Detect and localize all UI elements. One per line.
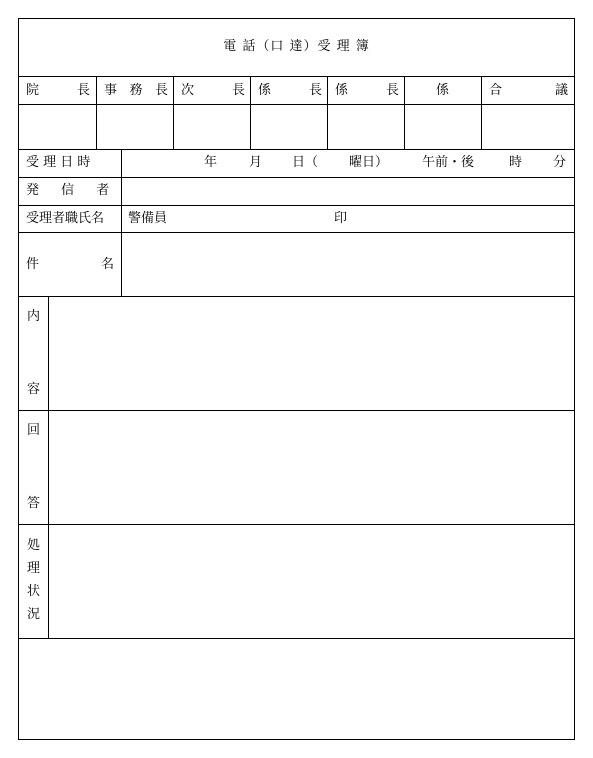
receipt-hour-unit: 時 — [509, 155, 523, 170]
remarks-area[interactable] — [19, 639, 574, 739]
receipt-weekday-unit: 曜日） — [349, 155, 389, 170]
handling-label-char: 況 — [27, 607, 41, 622]
approval-stamp-cell-staff[interactable] — [405, 105, 481, 149]
receiver-name-field[interactable] — [172, 206, 574, 232]
approval-header-staff: 係 — [435, 83, 449, 98]
approval-header-char: 次 — [181, 83, 195, 98]
subject-label-char: 件 — [26, 257, 40, 272]
receipt-month-unit: 月 — [249, 155, 263, 170]
approval-header-char: 長 — [308, 83, 322, 98]
rule-title-bottom — [18, 76, 575, 77]
receiver-seal-mark: 印 — [334, 211, 348, 226]
subject-field[interactable] — [122, 233, 574, 296]
approval-stamp-cell-section-chief-1[interactable] — [251, 105, 327, 149]
answer-label-bottom: 答 — [27, 496, 41, 511]
receipt-day-unit: 日（ — [292, 155, 319, 170]
subject-label-char: 名 — [100, 257, 114, 272]
content-label-bottom: 容 — [27, 382, 41, 397]
receipt-year-unit: 年 — [204, 155, 218, 170]
approval-header-char: 長 — [385, 83, 399, 98]
handling-label-char: 理 — [27, 561, 41, 576]
approval-stamp-cell-section-chief-2[interactable] — [328, 105, 404, 149]
approval-header-char: 長 — [154, 83, 168, 98]
handling-field[interactable] — [49, 525, 574, 638]
content-label-top: 内 — [27, 309, 41, 324]
approval-header-char: 院 — [26, 83, 40, 98]
receiver-label: 受理者職氏名 — [26, 211, 105, 226]
approval-header-director — [26, 83, 90, 99]
content-field[interactable] — [49, 297, 574, 410]
handling-label-char: 状 — [27, 584, 41, 599]
answer-label-top: 回 — [27, 423, 41, 438]
receiver-rank: 警備員 — [128, 211, 168, 226]
receipt-datetime-field[interactable] — [122, 150, 574, 177]
approval-header-char: 合 — [489, 83, 503, 98]
approval-header-char: 議 — [554, 83, 568, 98]
sender-field[interactable] — [122, 178, 574, 205]
sender-label-text: 発 信 者 — [26, 183, 119, 198]
approval-header-char: 長 — [231, 83, 245, 98]
approval-header-char: 務 — [129, 83, 143, 98]
form-title: 電 話（口 達）受 理 簿 — [223, 39, 370, 54]
approval-header-char: 係 — [258, 83, 272, 98]
answer-field[interactable] — [49, 411, 574, 524]
handling-label — [27, 538, 40, 630]
handling-label-char: 処 — [27, 538, 41, 553]
sender-label — [26, 183, 119, 199]
approval-stamp-cell-consultation[interactable] — [482, 105, 574, 149]
approval-header-char: 係 — [335, 83, 349, 98]
approval-header-section-chief-1 — [258, 83, 322, 99]
approval-header-char: 事 — [104, 83, 118, 98]
approval-header-consultation — [489, 83, 568, 99]
approval-header-char: 長 — [76, 83, 90, 98]
approval-stamp-cell-secretary-general[interactable] — [97, 105, 173, 149]
approval-header-secretary-general — [104, 83, 168, 99]
receipt-minute-unit: 分 — [553, 155, 567, 170]
receipt-datetime-label: 受 理 日 時 — [26, 155, 91, 170]
subject-label — [26, 257, 114, 273]
approval-stamp-cell-deputy[interactable] — [174, 105, 250, 149]
approval-header-section-chief-2 — [335, 83, 399, 99]
approval-header-deputy — [181, 83, 245, 99]
receipt-ampm: 午前・後 — [422, 155, 475, 170]
approval-stamp-cell-director[interactable] — [19, 105, 96, 149]
